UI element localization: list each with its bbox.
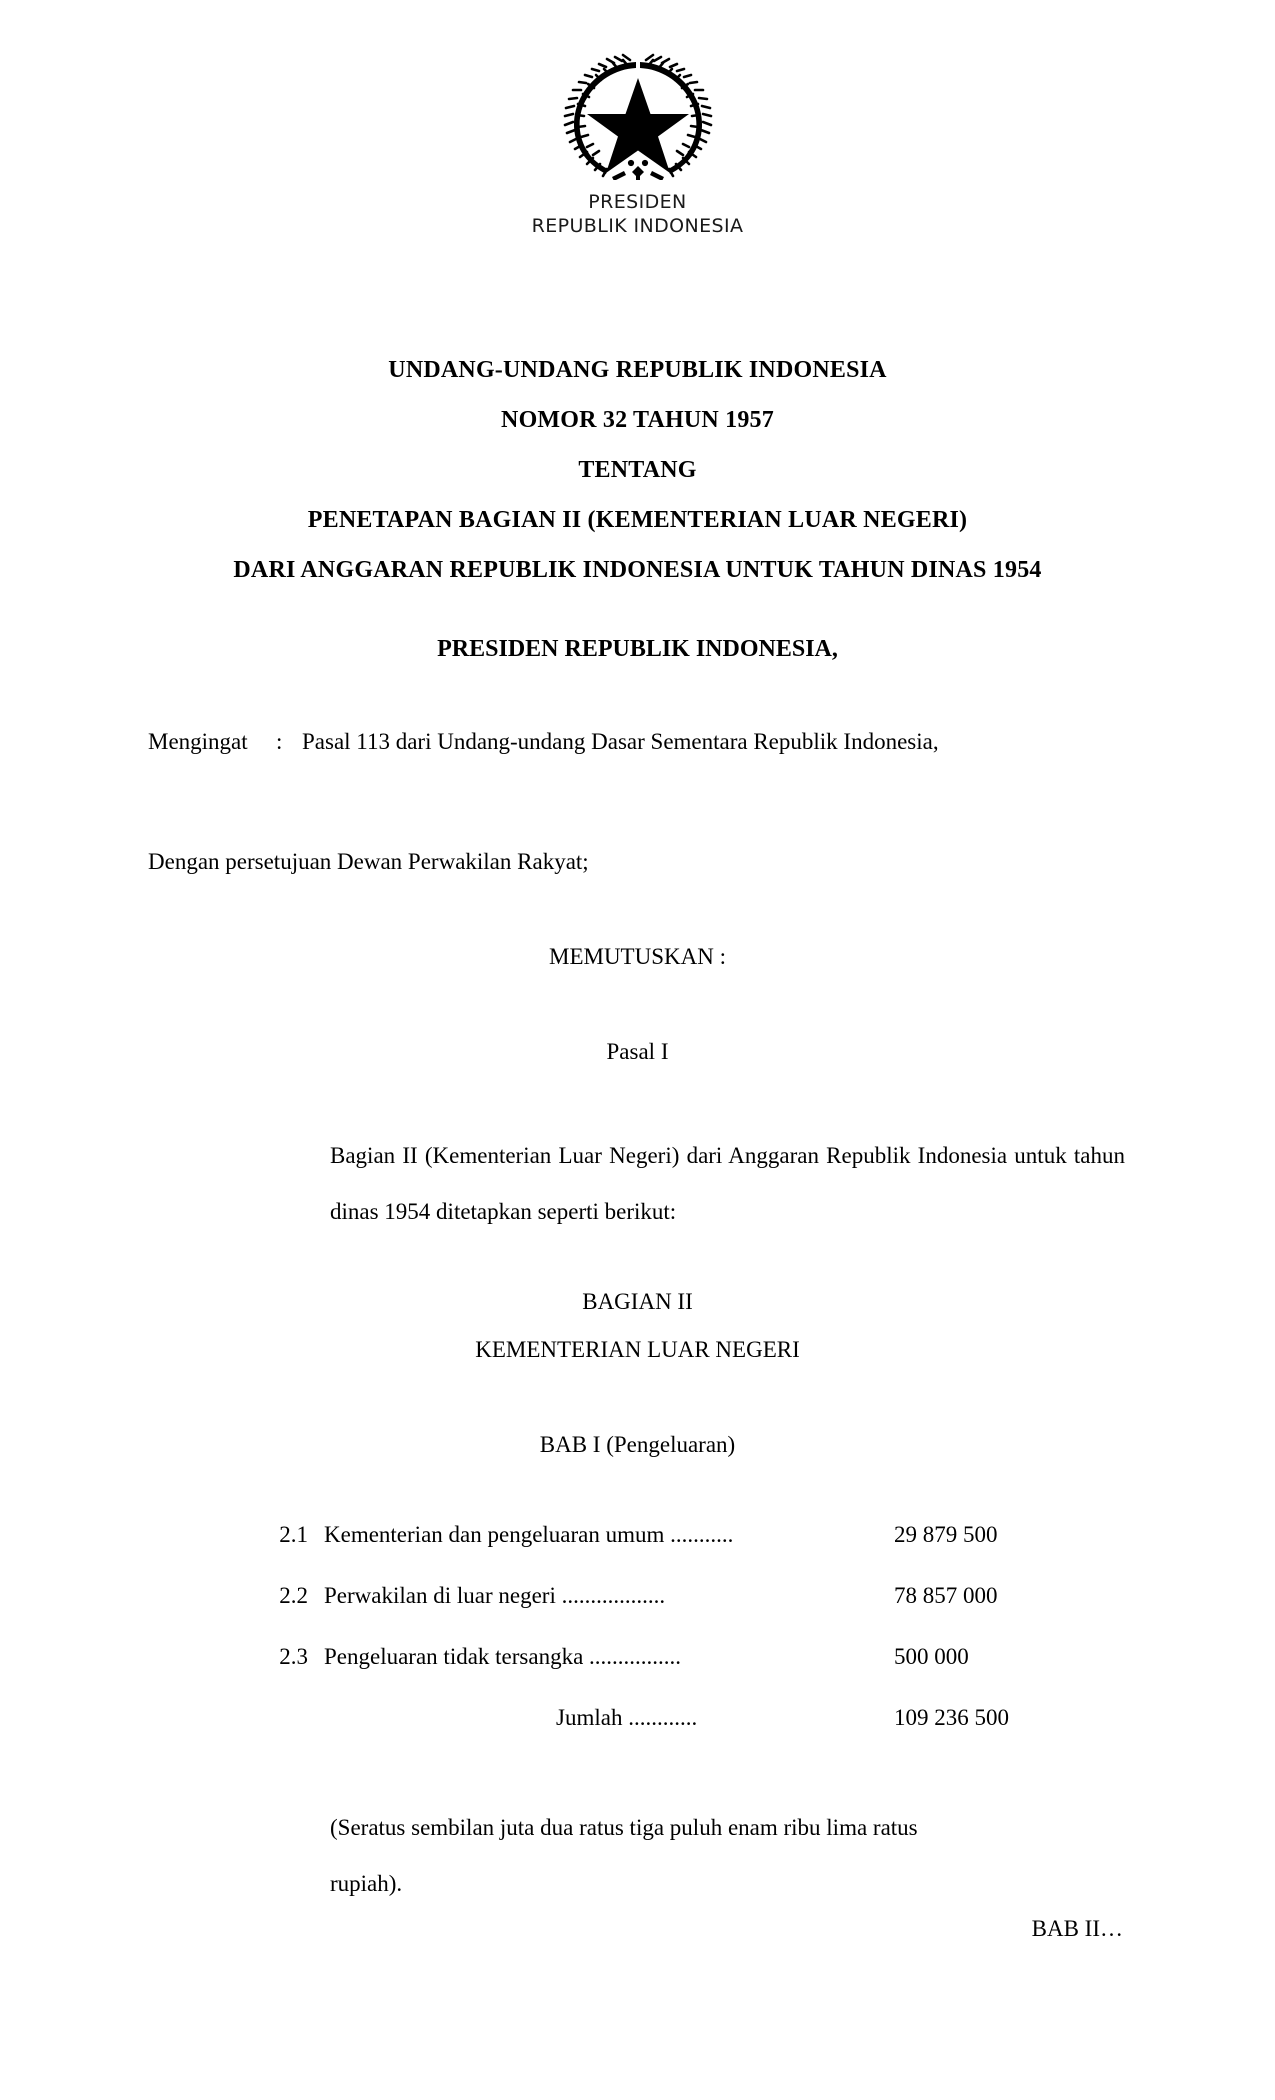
amount-in-words [330, 1800, 1123, 1912]
section-heading-bagian: BAGIAN II [582, 1289, 693, 1314]
table-row [0, 1522, 1275, 1583]
title-line-subject-2: DARI ANGGARAN REPUBLIK INDONESIA UNTUK TAHUN DINAS 1954 [233, 557, 1042, 583]
authority-heading: PRESIDEN REPUBLIK INDONESIA, [437, 636, 838, 662]
article-heading: Pasal I [606, 1039, 669, 1064]
title-line-subject-1: PENETAPAN BAGIAN II (KEMENTERIAN LUAR NEGERI) [307, 507, 968, 533]
table-row-total [0, 1705, 1275, 1766]
budget-total-leader: ............ [628, 1705, 698, 1730]
decision-heading: MEMUTUSKAN : [549, 944, 726, 969]
emblem-caption-line-1: PRESIDEN [588, 191, 687, 213]
table-row [0, 1644, 1275, 1705]
document-title-block [0, 345, 1275, 595]
budget-item-label [324, 1583, 894, 1609]
considerations-label: Mengingat [148, 729, 248, 754]
budget-item-leader: ........... [670, 1522, 734, 1547]
indonesian-presidential-seal-star-wreath-icon [558, 50, 718, 180]
title-line-about: TENTANG [578, 457, 697, 483]
body-paragraph: Bagian II (Kementerian Luar Negeri) dari Anggaran Republik Indonesia untuk tahun dinas 1954 ditetapkan seperti berikut: [330, 1143, 1125, 1224]
budget-total-label [324, 1705, 894, 1731]
budget-item-leader: ................ [589, 1644, 682, 1669]
title-line-number: NOMOR 32 TAHUN 1957 [501, 407, 774, 433]
budget-item-label-text: Pengeluaran tidak tersangka [324, 1644, 584, 1669]
budget-item-amount: 29 879 500 [894, 1522, 998, 1547]
budget-total-label-text: Jumlah [556, 1705, 623, 1730]
budget-item-number: 2.3 [279, 1644, 308, 1669]
consent-line: Dengan persetujuan Dewan Perwakilan Rakyat; [148, 849, 589, 874]
emblem-caption [0, 190, 1275, 238]
budget-total-amount: 109 236 500 [894, 1705, 1009, 1730]
budget-item-leader: .................. [561, 1583, 666, 1608]
section-heading-kementerian: KEMENTERIAN LUAR NEGERI [475, 1337, 800, 1362]
amount-in-words-line-2: rupiah). [330, 1871, 403, 1896]
budget-item-label [324, 1522, 894, 1548]
budget-item-label [324, 1644, 894, 1670]
budget-item-amount: 500 000 [894, 1644, 969, 1669]
budget-item-number: 2.1 [279, 1522, 308, 1547]
considerations-colon: : [276, 729, 283, 754]
emblem-block [0, 50, 1275, 238]
budget-item-amount: 78 857 000 [894, 1583, 998, 1608]
emblem-caption-line-2: REPUBLIK INDONESIA [531, 215, 744, 237]
budget-item-label-text: Kementerian dan pengeluaran umum [324, 1522, 665, 1547]
budget-item-label-text: Perwakilan di luar negeri [324, 1583, 556, 1608]
considerations-text: Pasal 113 dari Undang-undang Dasar Sementara Republik Indonesia, [302, 729, 939, 754]
continuation-marker: BAB II… [1031, 1916, 1123, 1941]
considerations-row [148, 725, 1148, 759]
table-row [0, 1583, 1275, 1644]
amount-in-words-line-1: (Seratus sembilan juta dua ratus tiga puluh enam ribu lima ratus [330, 1815, 918, 1840]
title-line-law-name: UNDANG-UNDANG REPUBLIK INDONESIA [388, 357, 887, 383]
budget-table [0, 1522, 1275, 1766]
budget-item-number: 2.2 [279, 1583, 308, 1608]
section-heading-bab: BAB I (Pengeluaran) [539, 1432, 736, 1457]
